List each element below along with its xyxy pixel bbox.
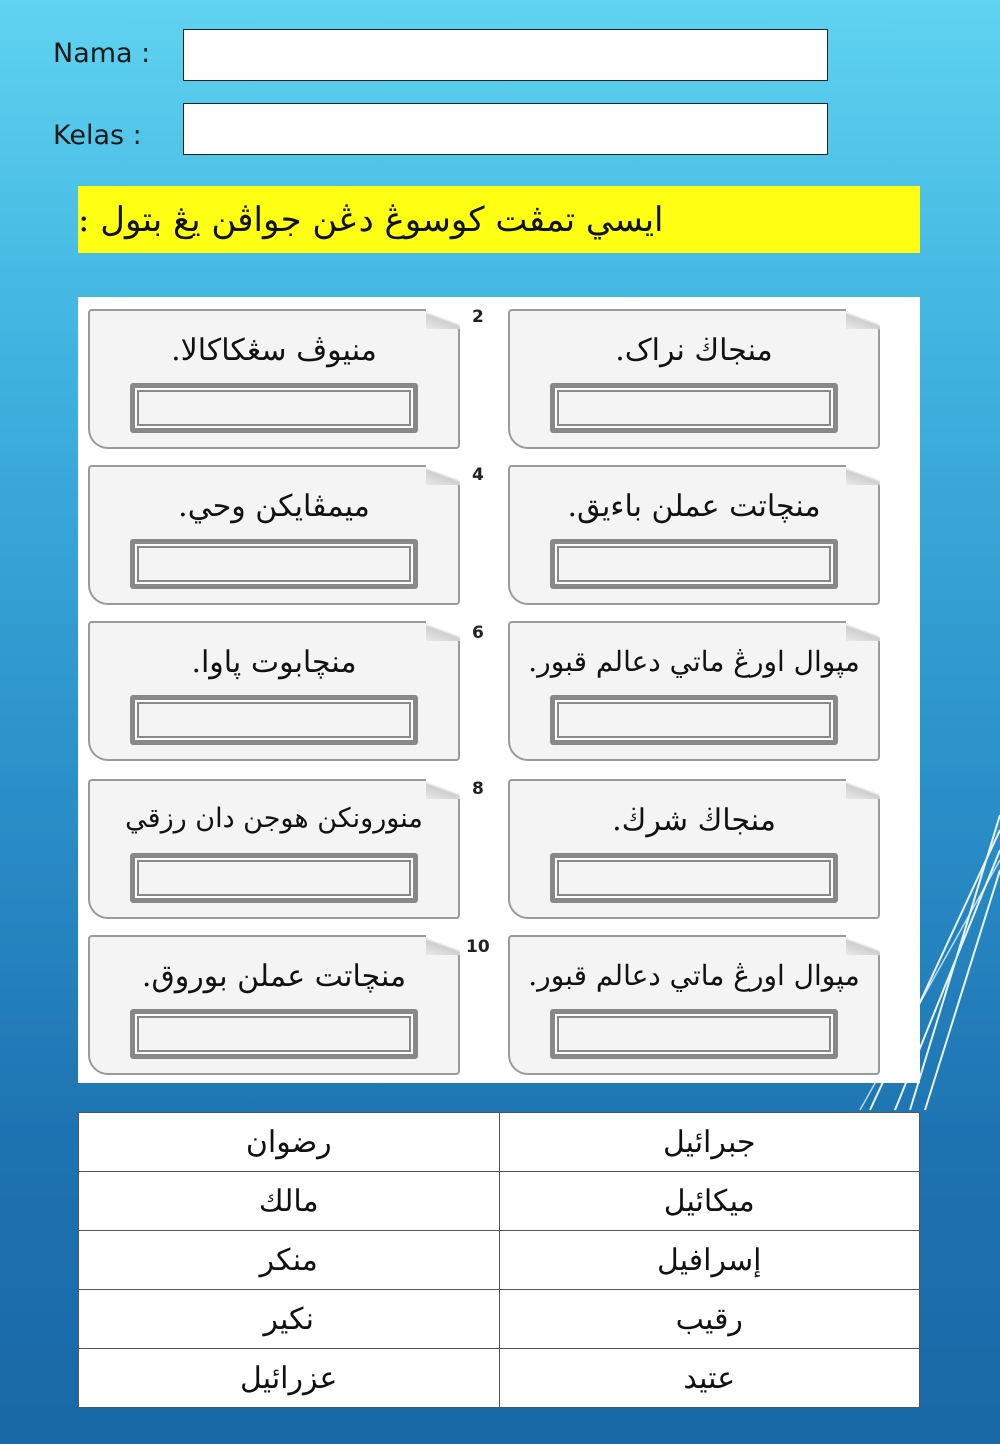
- question-number: 4: [472, 465, 484, 485]
- answer-box[interactable]: [550, 383, 838, 433]
- card-text: منجاڬ نراک.: [615, 333, 773, 368]
- answer-box[interactable]: [550, 695, 838, 745]
- question-number: 2: [472, 307, 484, 327]
- table-row: [79, 1172, 920, 1231]
- table-cell-right: جبرائيل: [499, 1113, 920, 1172]
- question-number: 6: [472, 623, 484, 643]
- angels-names-table: [78, 1112, 920, 1408]
- card-9: [508, 935, 880, 1075]
- table-cell-right: ميكائيل: [499, 1172, 920, 1231]
- answer-box[interactable]: [130, 1009, 418, 1059]
- table-row: [79, 1113, 920, 1172]
- card-text: منچابوت ڽاوا.: [191, 645, 357, 680]
- table-row: [79, 1231, 920, 1290]
- question-number: 8: [472, 779, 484, 799]
- card-7: [508, 779, 880, 919]
- card-text: منجاڬ شرڬ.: [612, 803, 776, 838]
- answer-box[interactable]: [130, 853, 418, 903]
- card-10: [88, 935, 460, 1075]
- answer-box[interactable]: [550, 853, 838, 903]
- answer-box[interactable]: [550, 539, 838, 589]
- table-cell-left: منكر: [79, 1231, 500, 1290]
- table-cell-right: عتيد: [499, 1349, 920, 1408]
- card-5: [508, 621, 880, 761]
- answer-box[interactable]: [130, 695, 418, 745]
- card-2: [88, 309, 460, 449]
- card-text: منورونكن هوجن دان رزقي: [125, 803, 423, 834]
- table-cell-right: رقيب: [499, 1290, 920, 1349]
- instruction-banner: ايسي تمڤت كوسوڠ دڠن جواڤن يڠ بتول :: [78, 186, 920, 253]
- name-label: Nama :: [53, 38, 151, 69]
- name-input[interactable]: [183, 29, 828, 81]
- table-cell-left: نكير: [79, 1290, 500, 1349]
- card-text: مپوال اورڠ ماتي دعالم قبور.: [528, 959, 860, 992]
- worksheet: [78, 297, 920, 1083]
- table-cell-left: رضوان: [79, 1113, 500, 1172]
- card-4: [88, 465, 460, 605]
- card-text: ميمڤايكن وحي.: [178, 489, 370, 524]
- card-1: [508, 309, 880, 449]
- card-3: [508, 465, 880, 605]
- question-number: 10: [466, 937, 490, 957]
- card-6: [88, 621, 460, 761]
- table-row: [79, 1349, 920, 1408]
- table-cell-left: عزرائيل: [79, 1349, 500, 1408]
- card-text: منيوڤ سڠكاكالا.: [171, 333, 377, 368]
- class-label: Kelas :: [53, 120, 142, 151]
- card-text: مپوال اورڠ ماتي دعالم قبور.: [528, 645, 860, 678]
- card-text: منچاتت عملن بوروق.: [141, 959, 407, 994]
- card-text: منچاتت عملن باءيق.: [567, 489, 821, 524]
- class-input[interactable]: [183, 103, 828, 155]
- table-cell-left: مالك: [79, 1172, 500, 1231]
- table-cell-right: إسرافيل: [499, 1231, 920, 1290]
- answer-box[interactable]: [550, 1009, 838, 1059]
- answer-box[interactable]: [130, 539, 418, 589]
- card-8: [88, 779, 460, 919]
- answer-box[interactable]: [130, 383, 418, 433]
- table-row: [79, 1290, 920, 1349]
